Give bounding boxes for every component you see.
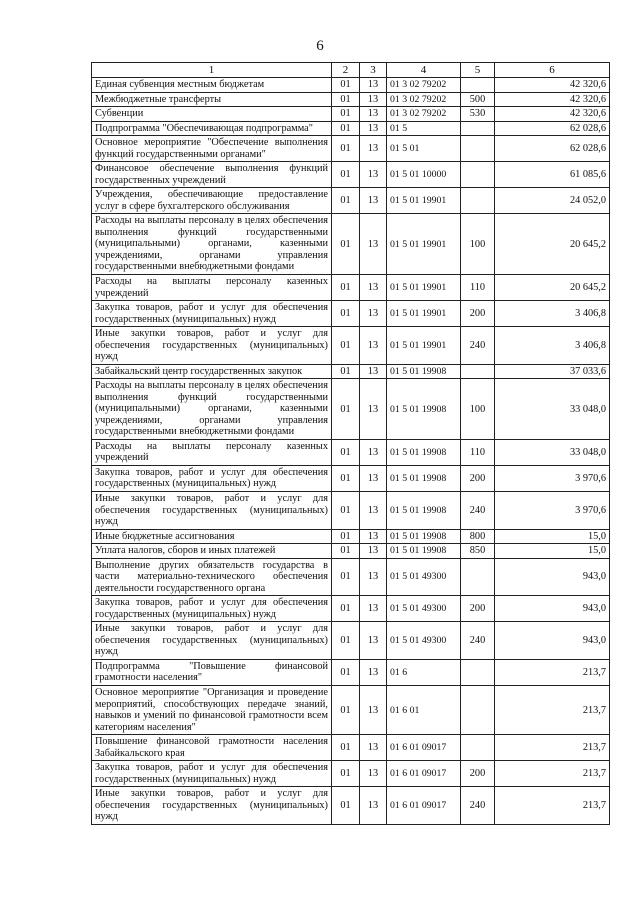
row-section: 01	[332, 558, 360, 596]
row-amount: 42 320,6	[495, 92, 610, 107]
row-subsection: 13	[360, 735, 387, 761]
row-section: 01	[332, 78, 360, 93]
row-target-code: 01 3 02 79202	[387, 78, 461, 93]
row-amount: 943,0	[495, 558, 610, 596]
row-name: Расходы на выплаты персоналу казенных учреждений	[92, 439, 332, 465]
row-subsection: 13	[360, 659, 387, 685]
table-body	[92, 78, 610, 825]
table-row	[92, 364, 610, 379]
row-name: Основное мероприятие "Организация и проведение мероприятий, способствующих передаче знаний, навыков и умений по финансовой грамотности всем категориям населения"	[92, 685, 332, 734]
row-target-code: 01 3 02 79202	[387, 107, 461, 122]
table-row	[92, 659, 610, 685]
row-subsection: 13	[360, 379, 387, 440]
row-section: 01	[332, 685, 360, 734]
row-name: Финансовое обеспечение выполнения функций государственных учреждений	[92, 162, 332, 188]
row-target-code: 01 5 01 19901	[387, 214, 461, 275]
row-expense-type	[461, 735, 495, 761]
row-target-code: 01 3 02 79202	[387, 92, 461, 107]
row-expense-type	[461, 121, 495, 136]
row-target-code: 01 5 01 19908	[387, 492, 461, 530]
row-target-code: 01 5 01 19908	[387, 465, 461, 491]
row-subsection: 13	[360, 465, 387, 491]
row-subsection: 13	[360, 685, 387, 734]
header-col-5: 5	[461, 63, 495, 78]
table-row	[92, 78, 610, 93]
table-row	[92, 107, 610, 122]
row-name: Закупка товаров, работ и услуг для обеспечения государственных (муниципальных) нужд	[92, 465, 332, 491]
table-row	[92, 301, 610, 327]
table-row	[92, 558, 610, 596]
row-section: 01	[332, 121, 360, 136]
row-amount: 42 320,6	[495, 78, 610, 93]
row-amount: 24 052,0	[495, 188, 610, 214]
row-name: Расходы на выплаты персоналу в целях обеспечения выполнения функций государственными (муниципальными) органами, казенными учреждениями, органами управления государственными внебюджетными фондами	[92, 214, 332, 275]
table-row	[92, 544, 610, 559]
row-expense-type: 240	[461, 327, 495, 365]
row-amount: 42 320,6	[495, 107, 610, 122]
row-subsection: 13	[360, 274, 387, 300]
row-expense-type	[461, 188, 495, 214]
row-section: 01	[332, 659, 360, 685]
row-subsection: 13	[360, 188, 387, 214]
row-amount: 33 048,0	[495, 379, 610, 440]
row-subsection: 13	[360, 78, 387, 93]
row-target-code: 01 6 01 09017	[387, 787, 461, 825]
row-target-code: 01 5 01 10000	[387, 162, 461, 188]
row-amount: 33 048,0	[495, 439, 610, 465]
row-expense-type: 200	[461, 761, 495, 787]
header-col-4: 4	[387, 63, 461, 78]
table-row	[92, 529, 610, 544]
row-target-code: 01 6 01	[387, 685, 461, 734]
row-section: 01	[332, 92, 360, 107]
row-subsection: 13	[360, 301, 387, 327]
row-subsection: 13	[360, 529, 387, 544]
row-target-code: 01 5 01 19908	[387, 544, 461, 559]
row-name: Субвенции	[92, 107, 332, 122]
row-section: 01	[332, 214, 360, 275]
row-amount: 20 645,2	[495, 274, 610, 300]
table-row	[92, 685, 610, 734]
row-expense-type: 530	[461, 107, 495, 122]
header-col-1: 1	[92, 63, 332, 78]
row-name: Подпрограмма "Повышение финансовой грамотности населения"	[92, 659, 332, 685]
row-name: Единая субвенция местным бюджетам	[92, 78, 332, 93]
row-section: 01	[332, 188, 360, 214]
row-expense-type: 200	[461, 465, 495, 491]
header-col-2: 2	[332, 63, 360, 78]
row-expense-type: 110	[461, 439, 495, 465]
row-subsection: 13	[360, 787, 387, 825]
table-row	[92, 596, 610, 622]
row-amount: 3 970,6	[495, 465, 610, 491]
row-section: 01	[332, 544, 360, 559]
row-target-code: 01 5 01 19908	[387, 439, 461, 465]
row-target-code: 01 5 01 19908	[387, 364, 461, 379]
row-subsection: 13	[360, 214, 387, 275]
row-expense-type: 240	[461, 492, 495, 530]
table-row	[92, 274, 610, 300]
row-name: Подпрограмма "Обеспечивающая подпрограмма"	[92, 121, 332, 136]
row-section: 01	[332, 364, 360, 379]
row-target-code: 01 5 01 49300	[387, 596, 461, 622]
row-name: Иные бюджетные ассигнования	[92, 529, 332, 544]
row-name: Закупка товаров, работ и услуг для обеспечения государственных (муниципальных) нужд	[92, 301, 332, 327]
row-target-code: 01 5 01 19901	[387, 327, 461, 365]
row-amount: 62 028,6	[495, 136, 610, 162]
row-amount: 213,7	[495, 685, 610, 734]
row-expense-type: 100	[461, 214, 495, 275]
row-expense-type: 240	[461, 787, 495, 825]
row-expense-type: 850	[461, 544, 495, 559]
row-target-code: 01 6 01 09017	[387, 761, 461, 787]
header-col-6: 6	[495, 63, 610, 78]
row-amount: 61 085,6	[495, 162, 610, 188]
row-subsection: 13	[360, 136, 387, 162]
row-subsection: 13	[360, 622, 387, 660]
row-name: Иные закупки товаров, работ и услуг для обеспечения государственных (муниципальных) нужд	[92, 327, 332, 365]
row-expense-type	[461, 659, 495, 685]
row-section: 01	[332, 492, 360, 530]
row-name: Забайкальский центр государственных закупок	[92, 364, 332, 379]
row-expense-type: 200	[461, 596, 495, 622]
row-amount: 3 406,8	[495, 301, 610, 327]
table-row	[92, 188, 610, 214]
row-amount: 943,0	[495, 596, 610, 622]
row-name: Закупка товаров, работ и услуг для обеспечения государственных (муниципальных) нужд	[92, 761, 332, 787]
table-row	[92, 162, 610, 188]
row-amount: 15,0	[495, 529, 610, 544]
row-expense-type: 100	[461, 379, 495, 440]
table-row	[92, 92, 610, 107]
table-header-row	[92, 63, 610, 78]
table-row	[92, 735, 610, 761]
row-name: Расходы на выплаты персоналу в целях обеспечения выполнения функций государственными (муниципальными) органами, казенными учреждениями, органами управления государственными внебюджетными фондами	[92, 379, 332, 440]
row-section: 01	[332, 327, 360, 365]
row-expense-type	[461, 364, 495, 379]
row-section: 01	[332, 162, 360, 188]
row-section: 01	[332, 761, 360, 787]
row-expense-type: 200	[461, 301, 495, 327]
row-name: Основное мероприятие "Обеспечение выполнения функций государственными органами"	[92, 136, 332, 162]
row-section: 01	[332, 439, 360, 465]
row-subsection: 13	[360, 761, 387, 787]
row-expense-type: 500	[461, 92, 495, 107]
row-target-code: 01 5 01 19908	[387, 379, 461, 440]
row-name: Повышение финансовой грамотности населения Забайкальского края	[92, 735, 332, 761]
row-expense-type	[461, 162, 495, 188]
row-target-code: 01 5 01 19901	[387, 301, 461, 327]
table-row	[92, 465, 610, 491]
table-row	[92, 761, 610, 787]
row-subsection: 13	[360, 92, 387, 107]
row-amount: 20 645,2	[495, 214, 610, 275]
row-section: 01	[332, 301, 360, 327]
row-section: 01	[332, 787, 360, 825]
row-section: 01	[332, 465, 360, 491]
row-subsection: 13	[360, 544, 387, 559]
row-name: Иные закупки товаров, работ и услуг для обеспечения государственных (муниципальных) нужд	[92, 787, 332, 825]
row-amount: 3 970,6	[495, 492, 610, 530]
row-target-code: 01 6 01 09017	[387, 735, 461, 761]
table-row	[92, 492, 610, 530]
row-subsection: 13	[360, 107, 387, 122]
page-number: 6	[316, 38, 324, 54]
row-expense-type	[461, 78, 495, 93]
row-section: 01	[332, 596, 360, 622]
table-row	[92, 379, 610, 440]
row-name: Иные закупки товаров, работ и услуг для обеспечения государственных (муниципальных) нужд	[92, 492, 332, 530]
row-expense-type: 240	[461, 622, 495, 660]
row-section: 01	[332, 379, 360, 440]
row-target-code: 01 5 01 49300	[387, 558, 461, 596]
row-target-code: 01 5 01 19908	[387, 529, 461, 544]
row-name: Межбюджетные трансферты	[92, 92, 332, 107]
row-amount: 15,0	[495, 544, 610, 559]
row-target-code: 01 5 01	[387, 136, 461, 162]
row-amount: 213,7	[495, 735, 610, 761]
row-amount: 37 033,6	[495, 364, 610, 379]
row-amount: 213,7	[495, 761, 610, 787]
row-expense-type	[461, 558, 495, 596]
row-amount: 62 028,6	[495, 121, 610, 136]
row-amount: 213,7	[495, 659, 610, 685]
row-target-code: 01 6	[387, 659, 461, 685]
row-subsection: 13	[360, 596, 387, 622]
row-target-code: 01 5 01 19901	[387, 274, 461, 300]
table-row	[92, 327, 610, 365]
row-subsection: 13	[360, 558, 387, 596]
row-subsection: 13	[360, 327, 387, 365]
table-row	[92, 136, 610, 162]
row-subsection: 13	[360, 364, 387, 379]
row-name: Выполнение других обязательств государства в части материально-технического обеспечения деятельности государственного органа	[92, 558, 332, 596]
row-name: Расходы на выплаты персоналу казенных учреждений	[92, 274, 332, 300]
header-col-3: 3	[360, 63, 387, 78]
row-section: 01	[332, 529, 360, 544]
row-subsection: 13	[360, 162, 387, 188]
row-expense-type	[461, 136, 495, 162]
budget-table	[91, 62, 610, 825]
row-section: 01	[332, 136, 360, 162]
row-expense-type: 800	[461, 529, 495, 544]
row-target-code: 01 5 01 19901	[387, 188, 461, 214]
row-amount: 943,0	[495, 622, 610, 660]
table-row	[92, 439, 610, 465]
row-name: Учреждения, обеспечивающие предоставление услуг в сфере бухгалтерского обслуживания	[92, 188, 332, 214]
row-amount: 213,7	[495, 787, 610, 825]
row-target-code: 01 5	[387, 121, 461, 136]
row-expense-type	[461, 685, 495, 734]
row-name: Иные закупки товаров, работ и услуг для обеспечения государственных (муниципальных) нужд	[92, 622, 332, 660]
row-expense-type: 110	[461, 274, 495, 300]
row-section: 01	[332, 107, 360, 122]
table-row	[92, 121, 610, 136]
table-row	[92, 214, 610, 275]
table-row	[92, 787, 610, 825]
row-amount: 3 406,8	[495, 327, 610, 365]
row-subsection: 13	[360, 439, 387, 465]
row-subsection: 13	[360, 121, 387, 136]
table-row	[92, 622, 610, 660]
row-target-code: 01 5 01 49300	[387, 622, 461, 660]
row-subsection: 13	[360, 492, 387, 530]
row-name: Уплата налогов, сборов и иных платежей	[92, 544, 332, 559]
row-name: Закупка товаров, работ и услуг для обеспечения государственных (муниципальных) нужд	[92, 596, 332, 622]
row-section: 01	[332, 622, 360, 660]
row-section: 01	[332, 735, 360, 761]
row-section: 01	[332, 274, 360, 300]
